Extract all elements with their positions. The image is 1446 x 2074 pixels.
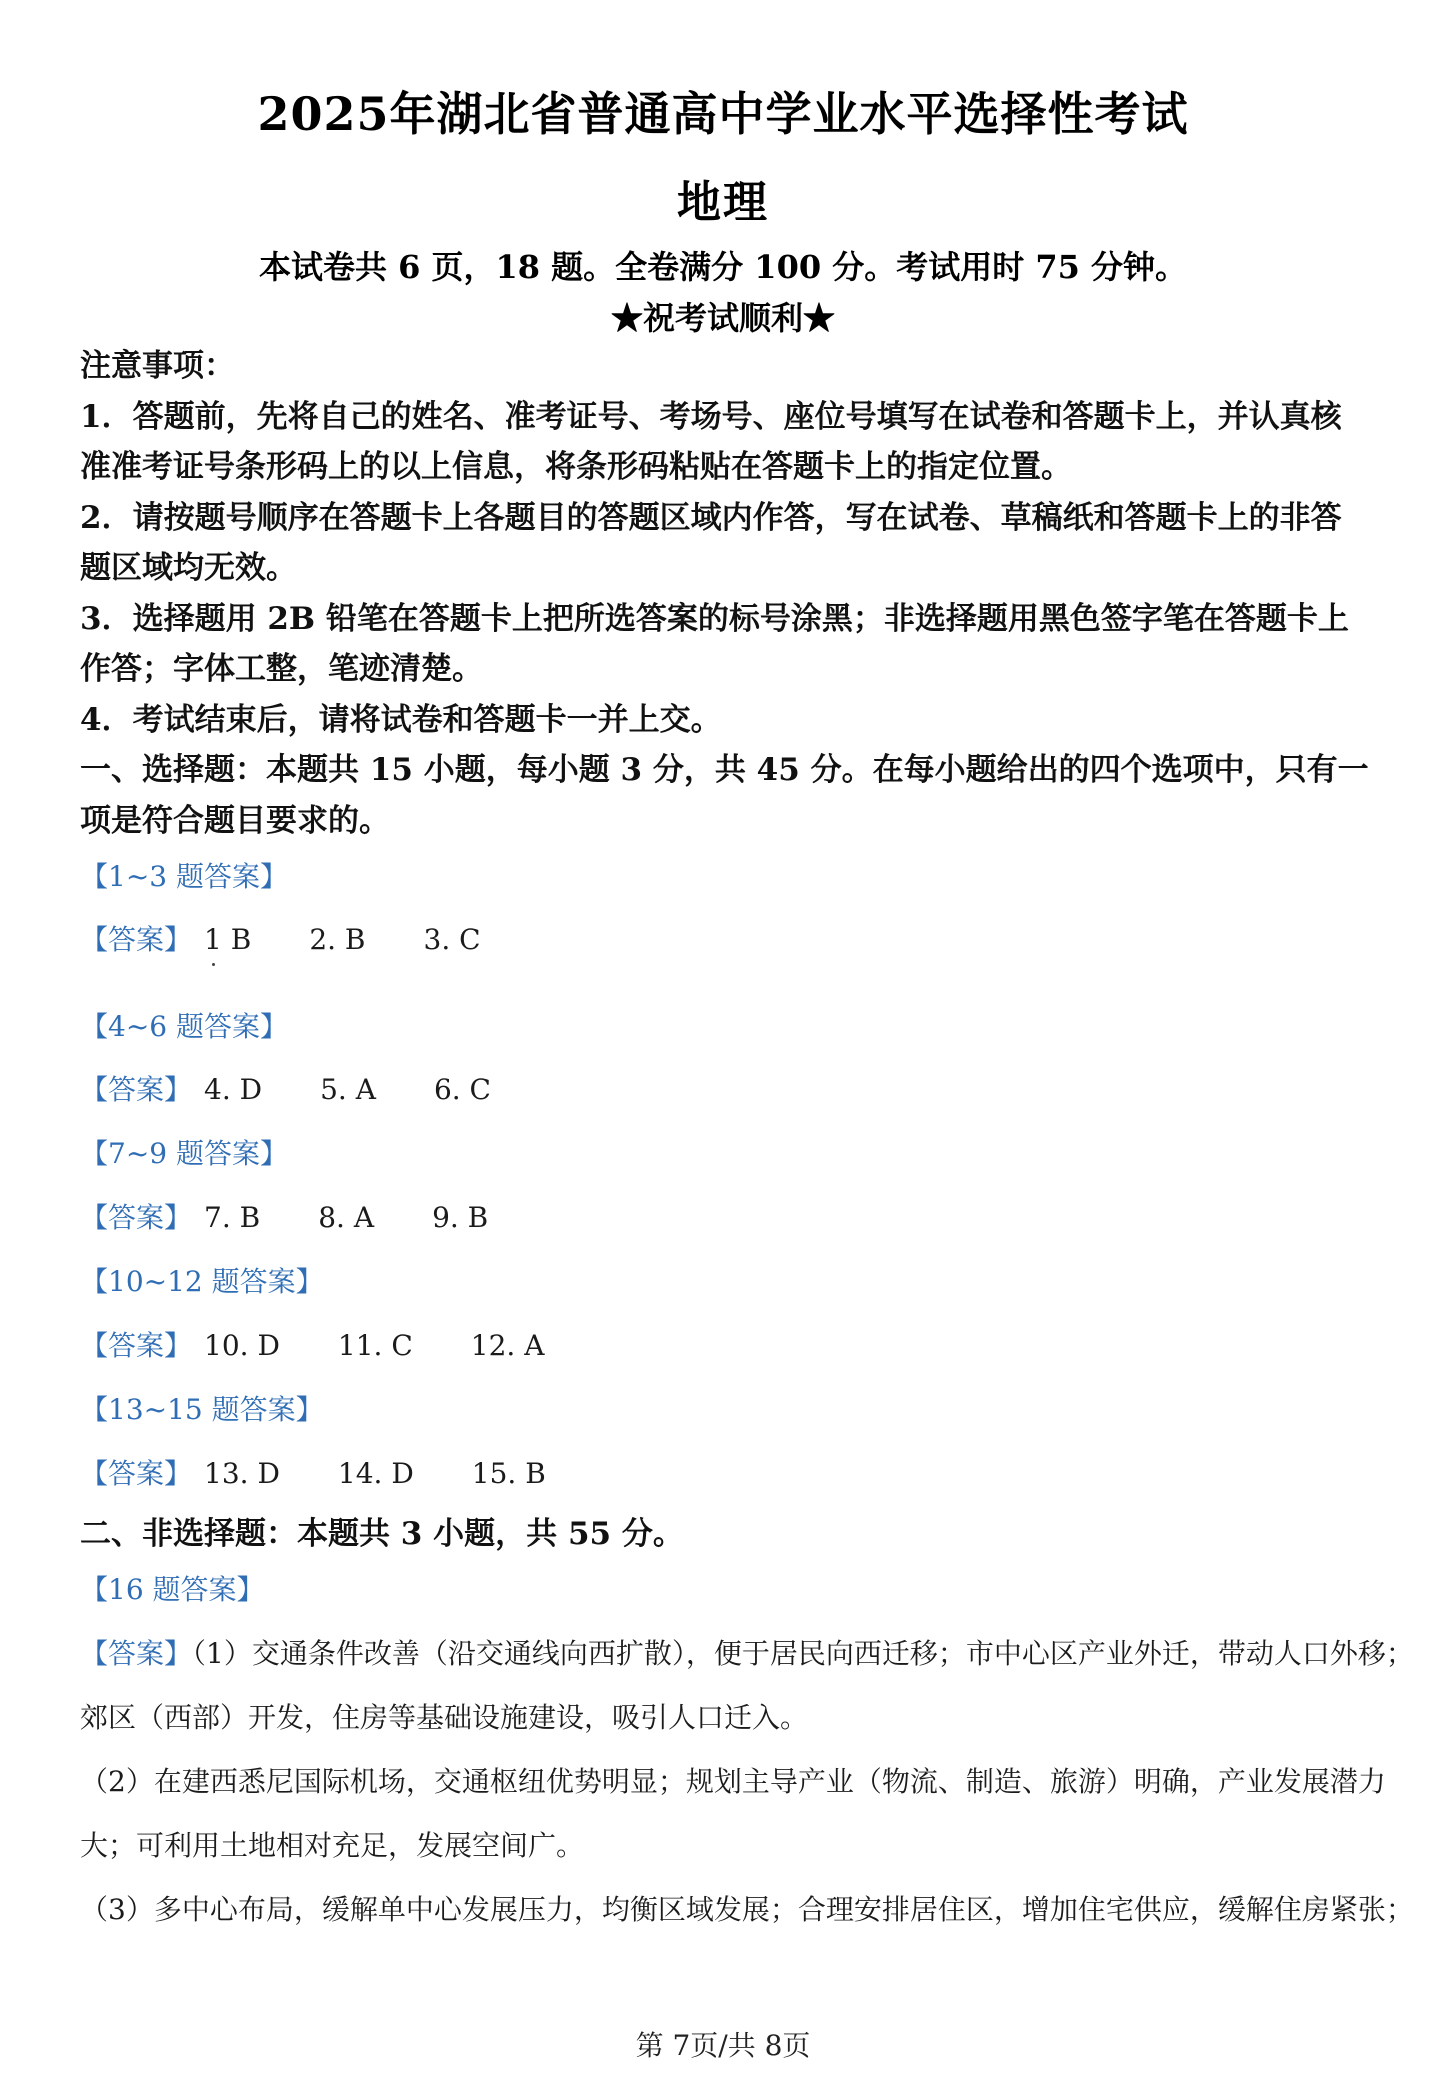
- answer-12: 12. A: [470, 1329, 545, 1362]
- notice-line-2: 准准考证号条形码上的以上信息，将条形码粘贴在答题卡上的指定位置。: [80, 449, 1072, 485]
- answer-3: 3. C: [423, 923, 481, 956]
- answer-10: 10. D: [204, 1329, 280, 1362]
- answer-tag: 【答案】: [80, 1329, 193, 1362]
- answer-13: 13. D: [204, 1457, 280, 1490]
- stray-dot: [212, 963, 215, 966]
- answer-tag: 【答案】: [80, 1073, 193, 1106]
- q16-line-2: 郊区（西部）开发，住房等基础设施建设，吸引人口迁入。: [80, 1701, 809, 1734]
- answer-7: 7. B: [204, 1201, 261, 1234]
- answer-2: 2. B: [309, 923, 366, 956]
- q16-line-5: （3）多中心布局，缓解单中心发展压力，均衡区域发展；合理安排居住区，增加住宅供应，缓解住房紧张；: [80, 1893, 1414, 1926]
- exam-info: 本试卷共 6 页，18 题。全卷满分 100 分。考试用时 75 分钟。: [258, 248, 1188, 286]
- answer-8: 8. A: [318, 1201, 375, 1234]
- answer-15: 15. B: [471, 1457, 546, 1490]
- answer-tag: 【答案】: [80, 1457, 193, 1490]
- notice-line-1: 1．答题前，先将自己的姓名、准考证号、考场号、座位号填写在试卷和答题卡上，并认真核: [80, 399, 1342, 435]
- notice-line-5: 3．选择题用 2B 铅笔在答题卡上把所选答案的标号涂黑；非选择题用黑色签字笔在答题卡上: [80, 601, 1349, 637]
- group-2-answers: [80, 1068, 491, 1108]
- answer-4: 4. D: [204, 1073, 263, 1106]
- answer-14: 14. D: [337, 1457, 414, 1490]
- subject-title: 地理: [677, 177, 769, 228]
- answer-tag: 【答案】: [80, 923, 193, 956]
- notice-line-7: 4．考试结束后，请将试卷和答题卡一并上交。: [80, 702, 722, 738]
- answer-1: 1 B: [204, 923, 252, 956]
- section1-line-2: 项是符合题目要求的。: [80, 803, 390, 839]
- answer-11: 11. C: [337, 1329, 413, 1362]
- q16-line-3: （2）在建西悉尼国际机场，交通枢纽优势明显；规划主导产业（物流、制造、旅游）明确，产业发展潜力: [80, 1765, 1386, 1798]
- group-3-answers: [80, 1196, 488, 1236]
- q16-text-1: （1）交通条件改善（沿交通线向西扩散），便于居民向西迁移；市中心区产业外迁，带动人口外移；: [192, 1637, 1414, 1670]
- answer-tag: 【答案】: [80, 1201, 193, 1234]
- group-4-header: 【10~12 题答案】: [80, 1265, 324, 1298]
- q16-line-1: [80, 1632, 1420, 1672]
- group-2-header: 【4~6 题答案】: [80, 1010, 288, 1043]
- notice-line-6: 作答；字体工整，笔迹清楚。: [80, 651, 483, 687]
- group-1-header: 【1~3 题答案】: [80, 860, 288, 893]
- group-1-answers: [80, 918, 481, 958]
- section2-heading: 二、非选择题：本题共 3 小题，共 55 分。: [80, 1516, 684, 1552]
- answer-tag: 【答案】: [80, 1637, 193, 1670]
- section1-line-1: 一、选择题：本题共 15 小题，每小题 3 分，共 45 分。在每小题给出的四个选项中，只有一: [80, 752, 1369, 788]
- group-5-answers: [80, 1452, 546, 1492]
- good-luck-line: ★祝考试顺利★: [610, 299, 835, 337]
- q16-header: 【16 题答案】: [80, 1573, 265, 1606]
- q16-line-4: 大；可利用土地相对充足，发展空间广。: [80, 1829, 585, 1862]
- group-4-answers: [80, 1324, 544, 1364]
- notice-heading: 注意事项：: [80, 348, 235, 384]
- group-3-header: 【7~9 题答案】: [80, 1137, 288, 1170]
- page-number: 第 7页/共 8页: [635, 2029, 811, 2062]
- group-5-header: 【13~15 题答案】: [80, 1393, 324, 1426]
- answer-5: 5. A: [320, 1073, 376, 1106]
- notice-line-3: 2．请按题号顺序在答题卡上各题目的答题区域内作答，写在试卷、草稿纸和答题卡上的非答: [80, 500, 1342, 536]
- answer-6: 6. C: [433, 1073, 491, 1106]
- notice-line-4: 题区域均无效。: [80, 550, 297, 586]
- exam-title: 2025年湖北省普通高中学业水平选择性考试: [257, 87, 1189, 141]
- answer-9: 9. B: [432, 1201, 489, 1234]
